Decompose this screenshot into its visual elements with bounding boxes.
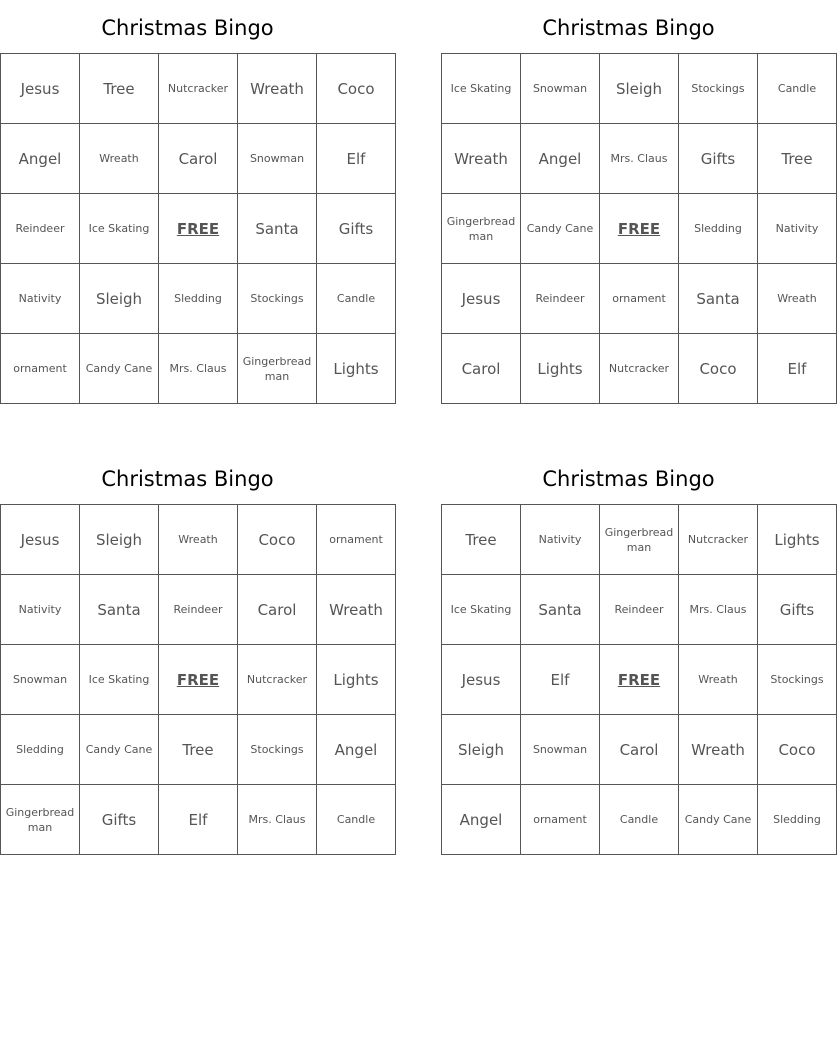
bingo-cell: Ice Skating [442, 575, 521, 645]
bingo-grid [0, 504, 396, 855]
bingo-row [442, 54, 837, 124]
bingo-cell: Candy Cane [679, 785, 758, 855]
bingo-cell: Nativity [758, 194, 837, 264]
bingo-cell: Sledding [758, 785, 837, 855]
bingo-cell: Carol [238, 575, 317, 645]
bingo-cell: Mrs. Claus [600, 124, 679, 194]
bingo-row [442, 264, 837, 334]
bingo-row [1, 334, 396, 404]
bingo-cell: Stockings [679, 54, 758, 124]
bingo-cell: Angel [317, 715, 396, 785]
bingo-cell: ornament [521, 785, 600, 855]
bingo-cell: Gifts [758, 575, 837, 645]
bingo-cell: Ice Skating [80, 194, 159, 264]
bingo-row [1, 54, 396, 124]
bingo-cell: Sleigh [442, 715, 521, 785]
free-space: FREE [600, 194, 679, 264]
bingo-cell: Snowman [521, 54, 600, 124]
bingo-cell: Wreath [679, 645, 758, 715]
bingo-cell: Lights [317, 334, 396, 404]
bingo-row [442, 575, 837, 645]
bingo-cell: Lights [317, 645, 396, 715]
bingo-cell: Candy Cane [521, 194, 600, 264]
bingo-cell: Santa [521, 575, 600, 645]
bingo-cell: ornament [600, 264, 679, 334]
bingo-row [1, 264, 396, 334]
bingo-cell: Gifts [317, 194, 396, 264]
bingo-cell: Jesus [1, 54, 80, 124]
bingo-row [442, 785, 837, 855]
bingo-cell: Wreath [758, 264, 837, 334]
bingo-cell: Nutcracker [600, 334, 679, 404]
bingo-row [442, 334, 837, 404]
bingo-cell: Snowman [1, 645, 80, 715]
bingo-cell: Snowman [521, 715, 600, 785]
bingo-row [1, 785, 396, 855]
free-space: FREE [159, 645, 238, 715]
bingo-cell: Mrs. Claus [679, 575, 758, 645]
bingo-cell: Wreath [159, 505, 238, 575]
bingo-cell: Santa [238, 194, 317, 264]
bingo-cell: Carol [442, 334, 521, 404]
bingo-cell: Wreath [80, 124, 159, 194]
bingo-cell: Gingerbread man [1, 785, 80, 855]
bingo-cell: Reindeer [600, 575, 679, 645]
bingo-cell: Candy Cane [80, 715, 159, 785]
bingo-cell: Gingerbread man [238, 334, 317, 404]
bingo-cell: Jesus [1, 505, 80, 575]
bingo-row [1, 715, 396, 785]
bingo-cell: Ice Skating [442, 54, 521, 124]
bingo-cell: Jesus [442, 645, 521, 715]
bingo-cell: Tree [442, 505, 521, 575]
card-title: Christmas Bingo [542, 16, 715, 40]
free-space: FREE [159, 194, 238, 264]
bingo-cell: Sleigh [80, 505, 159, 575]
bingo-cell: Reindeer [1, 194, 80, 264]
bingo-cell: ornament [1, 334, 80, 404]
bingo-cell: Wreath [442, 124, 521, 194]
bingo-cell: Carol [600, 715, 679, 785]
bingo-cell: Sledding [159, 264, 238, 334]
bingo-row [442, 124, 837, 194]
bingo-cell: Ice Skating [80, 645, 159, 715]
bingo-row [1, 194, 396, 264]
bingo-cell: Lights [521, 334, 600, 404]
bingo-cell: Elf [758, 334, 837, 404]
bingo-cell: Coco [238, 505, 317, 575]
bingo-cell: Nativity [521, 505, 600, 575]
bingo-cell: Jesus [442, 264, 521, 334]
bingo-cell: Stockings [758, 645, 837, 715]
bingo-cell: Wreath [238, 54, 317, 124]
bingo-cell: Coco [317, 54, 396, 124]
bingo-cell: Stockings [238, 264, 317, 334]
bingo-cell: Nativity [1, 575, 80, 645]
bingo-cell: Sledding [679, 194, 758, 264]
bingo-row [1, 124, 396, 194]
bingo-cell: Santa [80, 575, 159, 645]
bingo-cell: Angel [442, 785, 521, 855]
bingo-row [442, 645, 837, 715]
bingo-cell: Sledding [1, 715, 80, 785]
bingo-grid [0, 53, 396, 404]
bingo-cell: Elf [159, 785, 238, 855]
bingo-cell: Nutcracker [679, 505, 758, 575]
bingo-cell: Lights [758, 505, 837, 575]
bingo-cell: Gingerbread man [442, 194, 521, 264]
bingo-cell: Wreath [679, 715, 758, 785]
card-title: Christmas Bingo [101, 467, 274, 491]
bingo-cell: Nutcracker [159, 54, 238, 124]
bingo-row [1, 645, 396, 715]
bingo-cell: Mrs. Claus [238, 785, 317, 855]
bingo-grid [441, 504, 837, 855]
bingo-cell: Elf [521, 645, 600, 715]
bingo-cell: Angel [1, 124, 80, 194]
bingo-cell: Snowman [238, 124, 317, 194]
bingo-cell: Tree [758, 124, 837, 194]
bingo-cell: Reindeer [521, 264, 600, 334]
bingo-cell: Wreath [317, 575, 396, 645]
bingo-row [442, 715, 837, 785]
bingo-cell: Coco [758, 715, 837, 785]
bingo-cell: Coco [679, 334, 758, 404]
bingo-cell: Mrs. Claus [159, 334, 238, 404]
bingo-cell: Elf [317, 124, 396, 194]
bingo-row [1, 505, 396, 575]
bingo-row [1, 575, 396, 645]
card-title: Christmas Bingo [542, 467, 715, 491]
bingo-cell: Stockings [238, 715, 317, 785]
bingo-cell: ornament [317, 505, 396, 575]
bingo-cell: Gingerbread man [600, 505, 679, 575]
bingo-cell: Nutcracker [238, 645, 317, 715]
bingo-cell: Candle [758, 54, 837, 124]
bingo-cell: Reindeer [159, 575, 238, 645]
bingo-cell: Tree [159, 715, 238, 785]
bingo-cell: Carol [159, 124, 238, 194]
bingo-cell: Candle [317, 264, 396, 334]
bingo-cell: Candle [600, 785, 679, 855]
bingo-cell: Angel [521, 124, 600, 194]
bingo-cell: Gifts [679, 124, 758, 194]
free-space: FREE [600, 645, 679, 715]
bingo-cell: Nativity [1, 264, 80, 334]
card-title: Christmas Bingo [101, 16, 274, 40]
bingo-grid [441, 53, 837, 404]
bingo-cell: Tree [80, 54, 159, 124]
bingo-cell: Sleigh [600, 54, 679, 124]
bingo-cell: Candy Cane [80, 334, 159, 404]
bingo-cell: Sleigh [80, 264, 159, 334]
bingo-row [442, 505, 837, 575]
bingo-cell: Candle [317, 785, 396, 855]
bingo-cell: Santa [679, 264, 758, 334]
bingo-row [442, 194, 837, 264]
bingo-cell: Gifts [80, 785, 159, 855]
